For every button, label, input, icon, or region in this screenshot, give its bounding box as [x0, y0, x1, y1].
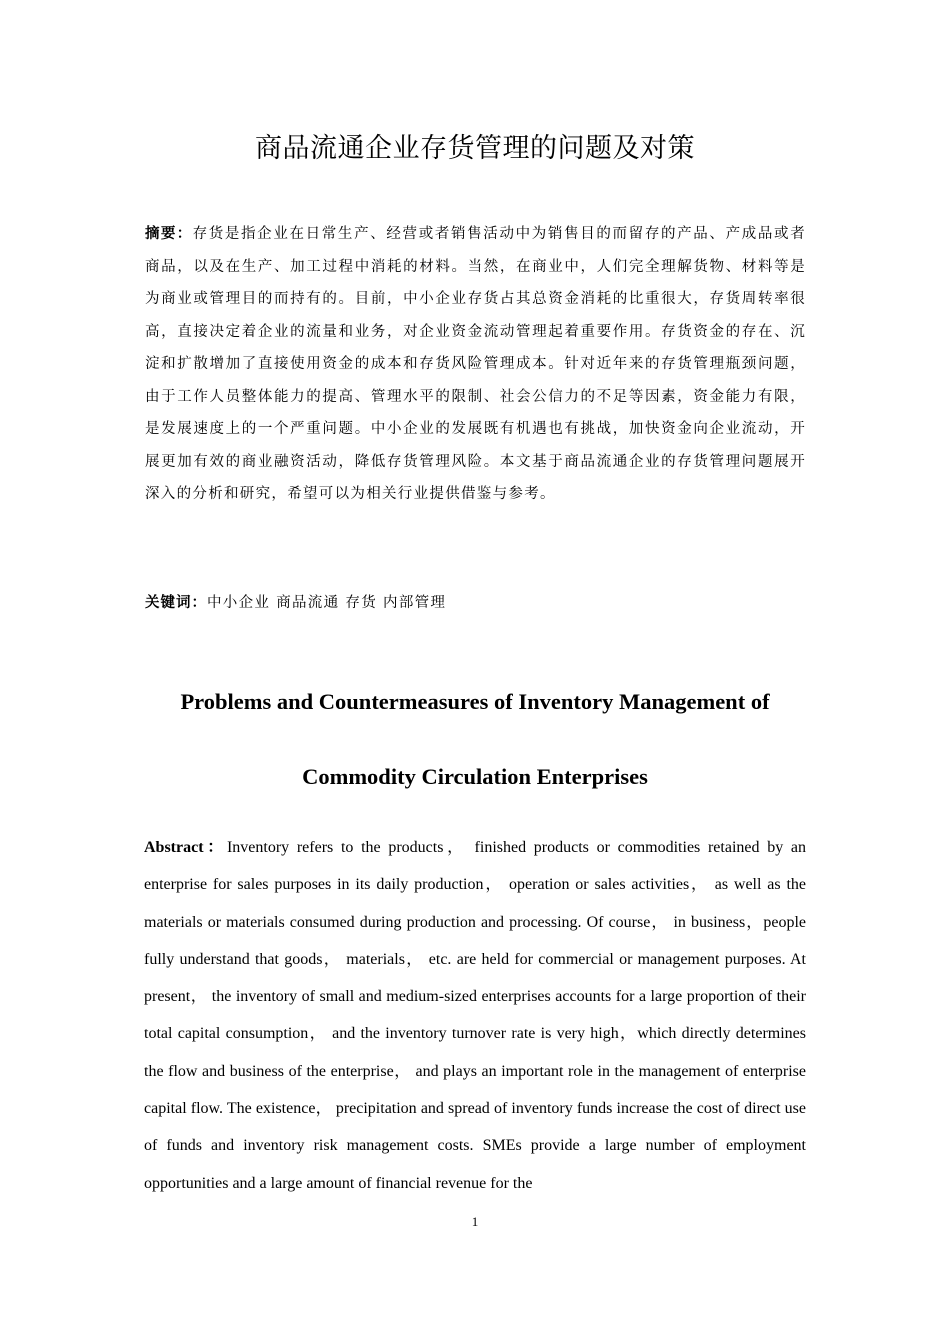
english-title-line-2: Commodity Circulation Enterprises: [302, 764, 648, 789]
chinese-keywords: [145, 588, 806, 618]
english-abstract-text: Inventory refers to the products， finished products or commodities retained by an enterprise for sales purposes in its daily production， operation or sales activities， as well as the materials or materials consumed during production and processing. Of course， in business，people fully understand that goods， materials， etc. are held for commercial or management purposes. At present， the inventory of small and medium-sized enterprises accounts for a large proportion of their total capital consumption， and the inventory turnover rate is very high，which directly determines the flow and business of the enterprise， and plays an important role in the management of enterprise capital flow. The existence， precipitation and spread of inventory funds increase the cost of direct use of funds and inventory risk management costs. SMEs provide a large number of employment opportunities and a large amount of financial revenue for the: [144, 839, 807, 1192]
keyword: 商品流通: [276, 595, 340, 611]
english-abstract: [144, 829, 806, 1202]
chinese-abstract-label: 摘要：: [145, 226, 193, 242]
keyword: 中小企业: [207, 595, 271, 611]
chinese-abstract-text: 存货是指企业在日常生产、经营或者销售活动中为销售目的而留存的产品、产成品或者商品，以及在生产、加工过程中消耗的材料。当然，在商业中，人们完全理解货物、材料等是为商业或管理目的而持有的。目前，中小企业存货占其总资金消耗的比重很大，存货周转率很高，直接决定着企业的流量和业务，对企业资金流动管理起着重要作用。存货资金的存在、沉淀和扩散增加了直接使用资金的成本和存货风险管理成本。针对近年来的存货管理瓶颈问题，由于工作人员整体能力的提高、管理水平的限制、社会公信力的不足等因素，资金能力有限，是发展速度上的一个严重问题。中小企业的发展既有机遇也有挑战，加快资金向企业流动，开展更加有效的商业融资活动，降低存货管理风险。本文基于商品流通企业的存货管理问题展开深入的分析和研究，希望可以为相关行业提供借鉴与参考。: [145, 226, 806, 502]
english-title: [110, 664, 840, 814]
keyword: 存货: [345, 595, 378, 611]
chinese-abstract: [145, 218, 806, 511]
keyword: 内部管理: [383, 595, 447, 611]
english-title-line-1: Problems and Countermeasures of Inventory Management of: [180, 689, 770, 714]
chinese-keywords-label: 关键词：: [145, 595, 207, 611]
page-number: 1: [471, 1214, 479, 1229]
english-abstract-label: Abstract：: [144, 839, 227, 856]
chinese-title: 商品流通企业存货管理的问题及对策: [255, 133, 695, 164]
